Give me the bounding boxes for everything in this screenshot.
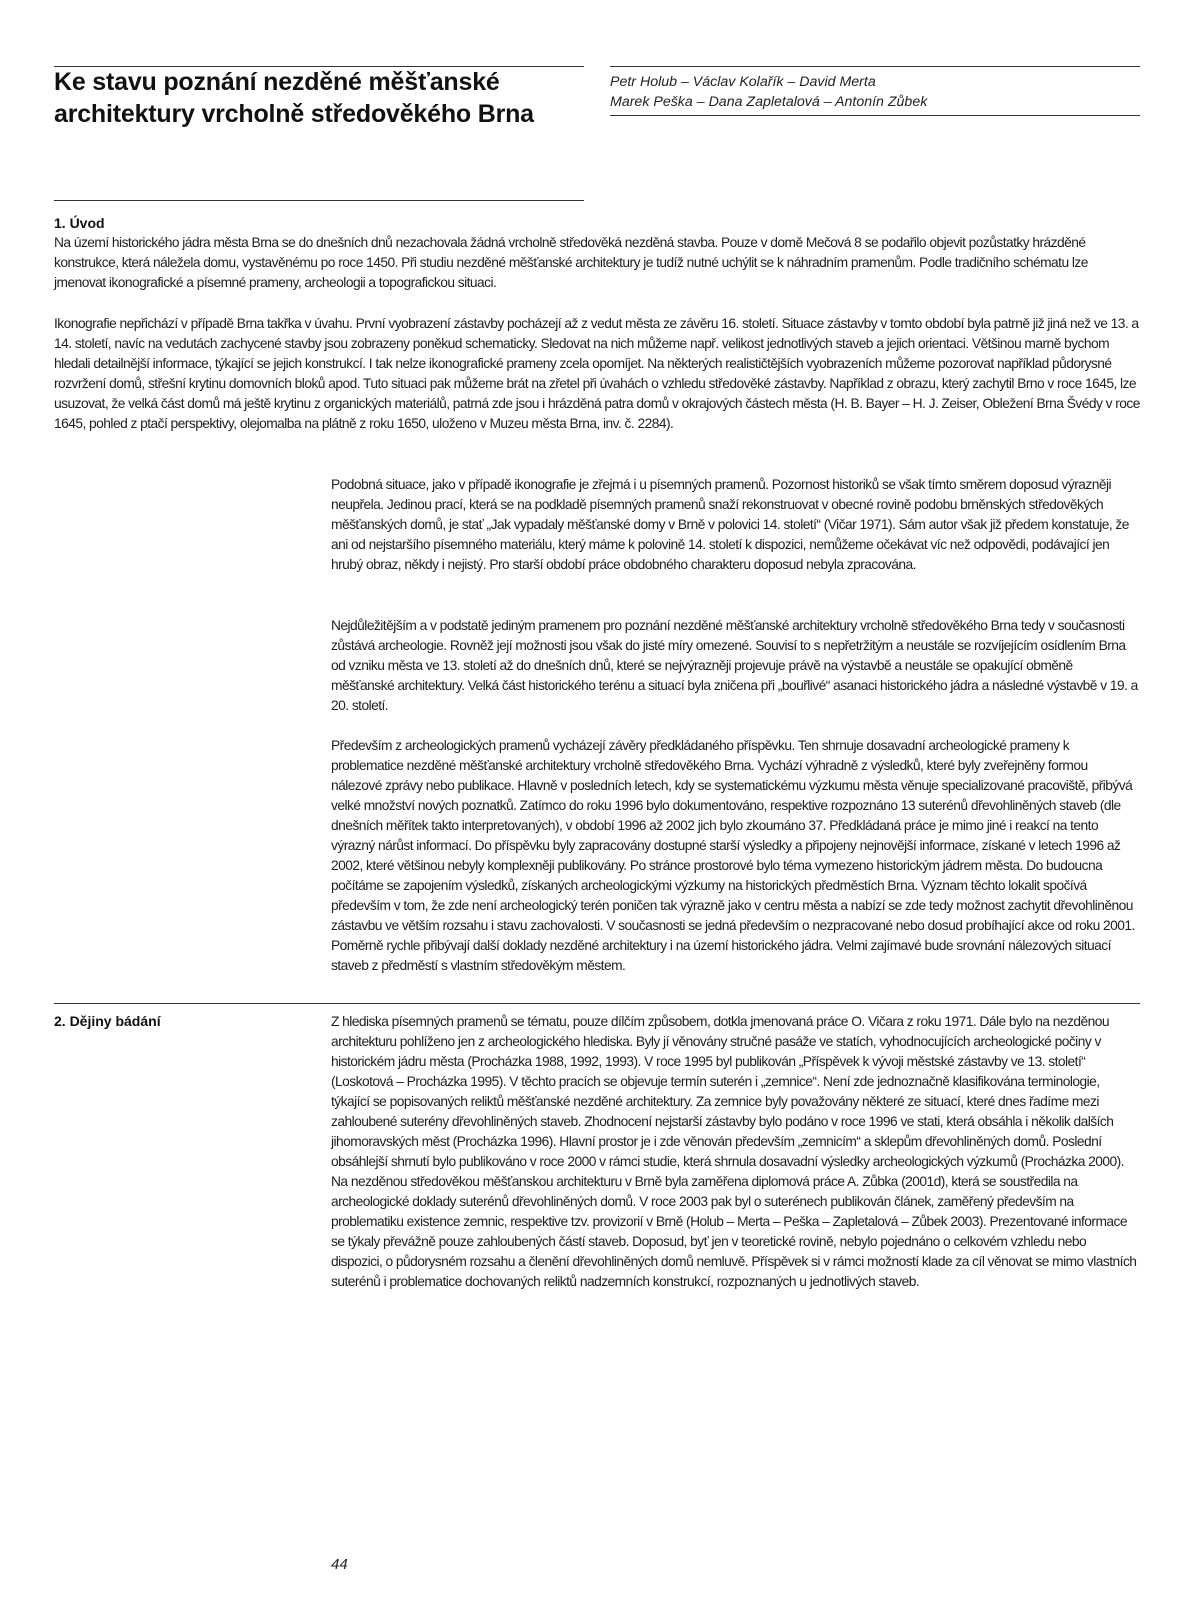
section-1-paragraph-4: Nejdůležitějším a v podstatě jediným pramenem pro poznání nezděné měšťanské architektury vrcholně středověkého Brna tedy v současnosti zůstává archeologie. Rovněž její možnosti jsou však do jisté míry omezené. Souvisí to s nepřetržitým a neustále se rozvíjejícím osídlením Brna od vzniku města ve 13. století až do dnešních dnů, které se nejvýrazněji projevuje právě na výstavbě a neustále se opakující obměně měšťanské architektury. Velká část historického terénu a situací byla zničena při „bouřlivé“ asanaci historického jádra a následné výstavbě v 19. a 20. století.: [331, 618, 1138, 713]
page-number: 44: [331, 1556, 348, 1573]
authors-line-2: Marek Peška – Dana Zapletalová – Antonín Zůbek: [610, 94, 928, 110]
section-1-paragraph-1: Na území historického jádra města Brna se do dnešních dnů nezachovala žádná vrcholně středověká nezděná stavba. Pouze v domě Mečová 8 se podařilo objevit pozůstatky hrázděné konstrukce, která náležela domu, vystavěnému po roce 1450. Při studiu nezděné měšťanské architektury je tudíž nutné uchýlit se k náhradním pramenům. Podle tradičního schématu lze jmenovat ikonografické a písemné prameny, archeologii a topografickou situaci.: [54, 235, 1088, 290]
authors-block: [610, 72, 1130, 112]
authors-top-rule: [610, 66, 1140, 67]
title-bottom-rule: [54, 200, 584, 201]
authors-line-1: Petr Holub – Václav Kolařík – David Merta: [610, 74, 876, 90]
article-title: Ke stavu poznání nezděné měšťanské architektury vrcholně středověkého Brna: [54, 68, 534, 128]
section-1-paragraph-3: Podobná situace, jako v případě ikonografie je zřejmá i u písemných pramenů. Pozornost historiků se však tímto směrem doposud výrazněji neupřela. Jedinou prací, která se na podkladě písemných pramenů snaží rekonstruovat v obecné rovině podobu brněnských středověkých měšťanských domů, je stať „Jak vypadaly měšťanské domy v Brně v polovici 14. století“ (Vičar 1971). Sám autor však již předem konstatuje, že ani od nejstaršího písemného materiálu, který máme k polovině 14. století k dispozici, nemůžeme očekávat víc než odpovědi, podávající jen hrubý obraz, někdy i nejistý. Pro starší období práce obdobného charakteru doposud nebyla zpracována.: [331, 477, 1129, 572]
section-1-paragraph-5: Především z archeologických pramenů vycházejí závěry předkládaného příspěvku. Ten shrnuje dosavadní archeologické prameny k problematice nezděné měšťanské architektury vrcholně středověkého Brna. Vychází výhradně z výsledků, které byly zveřejněny formou nálezové zprávy nebo publikace. Hlavně v posledních letech, kdy se systematickému výzkumu města věnuje specializované pracoviště, přibývá velké množství nových poznatků. Zatímco do roku 1996 bylo dokumentováno, respektive rozpoznáno 13 suterénů dřevohliněných staveb (dle dnešních měřítek takto interpretovaných), v období 1996 až 2002 jich bylo zkoumáno 37. Předkládaná práce je mimo jiné i reakcí na tento výrazný nárůst informací. Do příspěvku byly zapracovány dostupné starší výsledky a připojeny nejnovější informace, získané v letech 1996 až 2002, které většinou nebyly komplexněji publikovány. Po stránce prostorové bylo téma vymezeno historickým jádrem města. Do budoucna počítáme se zapojením výsledků, získaných archeologickými výzkumy na historických předměstích Brna. Význam těchto lokalit spočívá především v tom, že zde není archeologický terén poničen tak výrazně jako v centru města a nabízí se zde tedy možnost zachytit dřevohliněnou zástavbu ve větším rozsahu i stavu zachovalosti. V současnosti se jedná především o nezpracované nebo dosud probíhající akce od roku 2001. Poměrně rychle přibývají další doklady nezděné architektury i na území historického jádra. Velmi zajímavé bude srovnání nálezových situací staveb z předměstí s vlastním středověkým městem.: [331, 738, 1135, 973]
authors-bottom-rule: [610, 115, 1140, 116]
section-2-rule: [54, 1003, 1140, 1004]
section-2-heading: 2. Dějiny bádání: [54, 1013, 161, 1029]
section-2-paragraph-1: Z hlediska písemných pramenů se tématu, pouze dílčím způsobem, dotkla jmenovaná práce O. Vičara z roku 1971. Dále bylo na nezděnou architekturu pohlíženo jen z archeologického hlediska. Byly jí věnovány stručné pasáže ve statích, vyhodnocujících archeologické počiny v historickém jádru města (Procházka 1988, 1992, 1993). V roce 1995 byl publikován „Příspěvek k vývoji městské zástavby ve 13. století“ (Loskotová – Procházka 1995). V těchto pracích se objevuje termín suterén i „zemnice“. Není zde jednoznačně klasifikována terminologie, týkající se popisovaných reliktů měšťanské nezděné architektury. Za zemnice byly považovány některé ze situací, které dnes řadíme mezi zahloubené suterény dřevohliněných staveb. Zhodnocení nejstarší zástavby bylo podáno v roce 1996 ve stati, která obsáhla i několik dalších jihomoravských měst (Procházka 1996). Hlavní prostor je i zde věnován především „zemnicím“ a sklepům dřevohliněných domů. Poslední obsáhlejší shrnutí bylo publikováno v roce 2000 v rámci studie, která shrnula dosavadní výsledky archeologických výzkumů (Procházka 2000). Na nezděnou středověkou měšťanskou architekturu v Brně byla zaměřena diplomová práce A. Zůbka (2001d), která se soustředila na archeologické doklady suterénů dřevohliněných domů. V roce 2003 pak byl o suterénech publikován článek, zaměřený především na problematiku existence zemnic, respektive tzv. provizorií v Brně (Holub – Merta – Peška – Zapletalová – Zůbek 2003). Prezentované informace se týkaly převážně pouze zahloubených částí staveb. Doposud, byť jen v teoretické rovině, nebylo pojednáno o celkovém vzhledu nebo dispozici, o půdorysném rozsahu a členění dřevohliněných domů nemluvě. Příspěvek si v rámci možností klade za cíl věnovat se mimo vlastních suterénů i problematice dochovaných reliktů nadzemních konstrukcí, rozpoznaných u jednotlivých staveb.: [331, 1014, 1137, 1289]
section-1-paragraph-2: Ikonografie nepřichází v případě Brna takřka v úvahu. První vyobrazení zástavby pocházejí až z vedut města ze závěru 16. století. Situace zástavby v tomto období byla patrně již jiná než ve 13. a 14. století, navíc na vedutách zachycené stavby jsou zobrazeny poněkud schematicky. Sledovat na nich můžeme např. velikost jednotlivých staveb a jejich orientaci. Většinou marně bychom hledali detailnější informace, týkající se jejich konstrukcí. I tak nelze ikonografické prameny zcela opomíjet. Na některých realističtějších vyobrazeních můžeme pozorovat například půdorysné rozvržení domů, střešní krytinu domovních bloků apod. Tuto situaci pak můžeme brát na zřetel při úvahách o vzhledu středověké zástavby. Například z obrazu, který zachytil Brno v roce 1645, lze usuzovat, že velká část domů má ještě krytinu z organických materiálů, patrná zde jsou i hrázděná patra domů v okrajových částech města (H. B. Bayer – H. J. Zeiser, Obležení Brna Švédy v roce 1645, pohled z ptačí perspektivy, olejomalba na plátně z roku 1650, uloženo v Muzeu města Brna, inv. č. 2284).: [54, 316, 1140, 431]
section-1-heading: 1. Úvod: [54, 215, 105, 231]
